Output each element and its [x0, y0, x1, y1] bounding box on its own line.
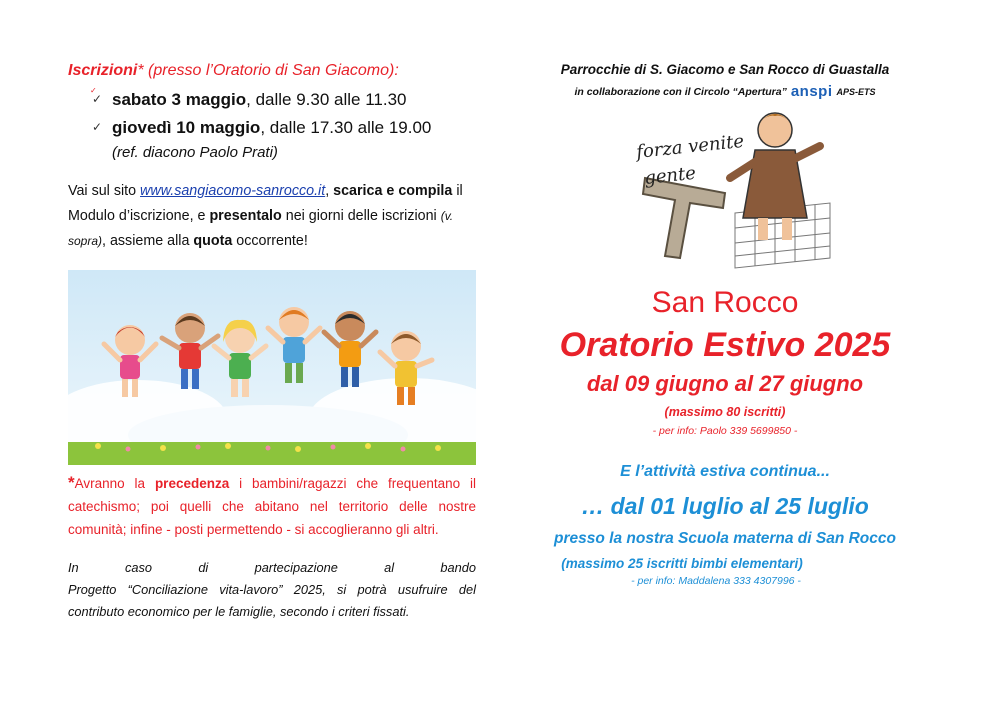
continues-heading: E l’attività estiva continua...: [620, 463, 830, 480]
parish-heading: Parrocchie di S. Giacomo e San Rocco di Guastalla: [560, 62, 890, 77]
gente-text: gente: [643, 162, 697, 189]
max-25-note: (massimo 25 iscritti bimbi elementari): [561, 556, 803, 571]
registration-date-1: ✓ sabato 3 maggio, dalle 9.30 alle 11.30: [92, 90, 407, 109]
website-link[interactable]: www.sangiacomo-sanrocco.it: [140, 183, 326, 199]
left-column: [68, 58, 476, 623]
anspi-logo: anspi: [790, 83, 833, 100]
max-80-note: (massimo 80 iscritti): [664, 405, 786, 419]
check-icon: ✓: [92, 92, 103, 106]
bando-note: In caso di partecipazione al bando Progetto “Conciliazione vita-lavoro” 2025, si potrà usufruire del contributo economico per le famiglie, secondo i criteri fissati.: [68, 557, 476, 623]
july-period: … dal 01 luglio al 25 luglio: [581, 493, 869, 519]
san-rocco-title: San Rocco: [651, 286, 799, 319]
check-icon: ✓: [92, 120, 103, 134]
bando-first-line: In caso di partecipazione al bando: [68, 560, 476, 575]
registration-title: Iscrizioni* (presso l’Oratorio di San Giacomo):: [68, 62, 399, 79]
right-column: [515, 58, 935, 587]
kids-jumping-illustration: [68, 270, 476, 465]
info-maddalena: - per info: Maddalena 333 4307996 -: [631, 575, 801, 587]
location-line: presso la nostra Scuola materna di San Rocco: [554, 530, 896, 547]
saint-illustration-svg: [615, 108, 835, 278]
info-paolo: - per info: Paolo 339 5699850 -: [652, 425, 798, 437]
collaboration-line: in collaborazione con il Circolo “Apertura” anspi APS-ETS: [574, 83, 876, 100]
registration-date-2: ✓ giovedì 10 maggio, dalle 17.30 alle 19.00: [92, 118, 432, 137]
oratorio-title: Oratorio Estivo 2025: [559, 326, 891, 364]
instructions-paragraph: Vai sul sito www.sangiacomo-sanrocco.it, scarica e compila il Modulo d’iscrizione, e presentalo nei giorni delle iscrizioni (v. sopra), assieme alla quota occorrente!: [68, 183, 463, 249]
precedence-note: *Avranno la precedenza i bambini/ragazzi che frequentano il catechismo; poi quelli che abitano nel territorio delle nostre comunità; infine - posti permettendo - si accoglieranno gli altri.: [68, 473, 476, 537]
kids-illustration-svg: [68, 270, 476, 465]
forza-venite-text: forza venite: [635, 130, 746, 163]
june-period: dal 09 giugno al 27 giugno: [586, 371, 864, 396]
tiny-check-icon: ✓: [90, 86, 97, 95]
reference-contact: (ref. diacono Paolo Prati): [112, 144, 278, 161]
registration-dates: [68, 90, 476, 138]
saint-rocco-illustration: [615, 108, 835, 278]
